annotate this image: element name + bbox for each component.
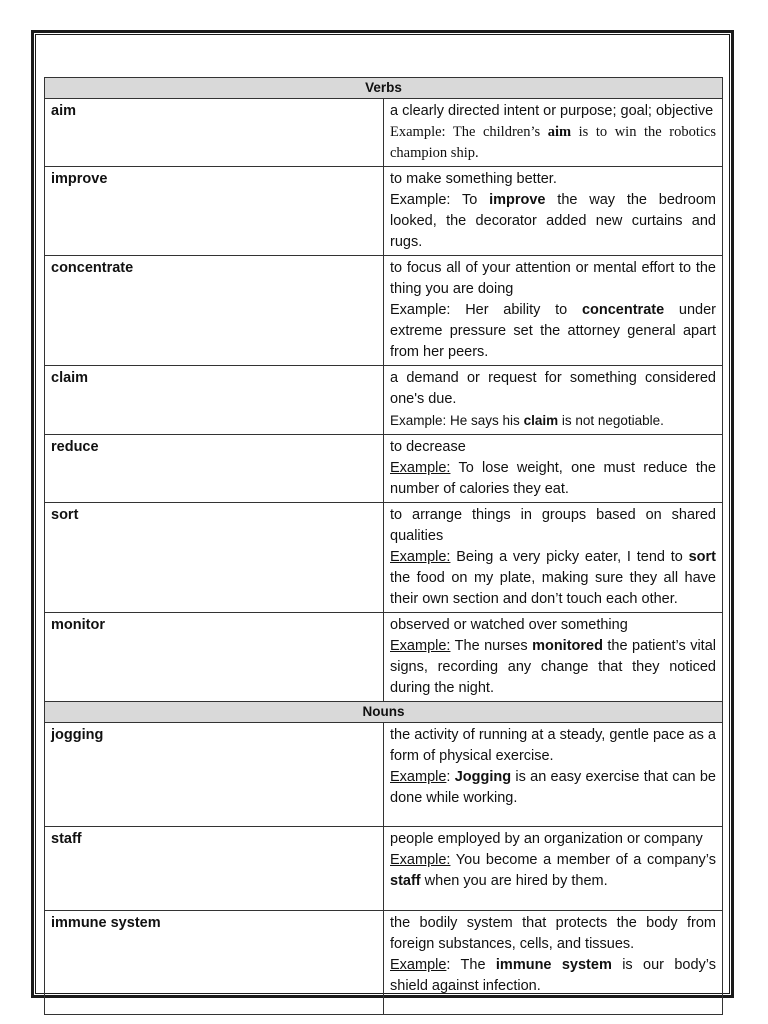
example-label: Example:: [390, 192, 451, 208]
example-label: Example: [390, 769, 447, 785]
example-keyword: immune system: [495, 957, 612, 973]
example-keyword: monitored: [532, 638, 603, 654]
definition-cell: [384, 366, 723, 435]
table-row: [45, 435, 723, 503]
term-cell: sort: [45, 503, 384, 613]
example-text: is our body’s shield against infection.: [390, 957, 717, 994]
example-text: is not negotiable.: [558, 413, 664, 428]
definition-text: to make something better.: [390, 171, 557, 187]
definition-text: the activity of running at a steady, gentle pace as a form of physical exercise.: [390, 727, 716, 764]
vocabulary-table: [44, 77, 723, 1015]
example-text: The children’s: [445, 124, 548, 140]
definition-cell: [384, 613, 723, 702]
definition-cell: [384, 827, 723, 911]
definition-cell: [384, 99, 723, 167]
section-title: Nouns: [45, 702, 723, 723]
table-row: [45, 256, 723, 366]
example-text: the patient’s vital signs, recording any change that they noticed during the night.: [390, 638, 716, 696]
term-cell: immune system: [45, 911, 384, 1015]
table-row: [45, 827, 723, 911]
definition-text: a demand or request for something considered one's due.: [390, 370, 716, 407]
example-keyword: staff: [390, 873, 421, 889]
example-keyword: improve: [489, 192, 546, 208]
term-cell: aim: [45, 99, 384, 167]
table-row: [45, 366, 723, 435]
term-cell: improve: [45, 167, 384, 256]
table-row: [45, 911, 723, 1015]
section-header-verbs: [45, 78, 723, 99]
term-cell: monitor: [45, 613, 384, 702]
term-cell: concentrate: [45, 256, 384, 366]
definition-text: to focus all of your attention or mental effort to the thing you are doing: [390, 260, 716, 297]
example-text: Her ability to: [450, 302, 582, 318]
example-text: is an easy exercise that can be done while working.: [390, 769, 716, 806]
example-label: Example: [390, 957, 447, 973]
definition-text: a clearly directed intent or purpose; goal; objective: [390, 103, 714, 119]
example-keyword: Jogging: [454, 769, 512, 785]
definition-text: to decrease: [390, 439, 466, 455]
definition-cell: [384, 435, 723, 503]
table-row: [45, 613, 723, 702]
section-header-nouns: [45, 702, 723, 723]
example-keyword: claim: [523, 413, 559, 428]
term-cell: jogging: [45, 723, 384, 827]
example-label: Example:: [390, 413, 447, 428]
example-keyword: sort: [688, 549, 716, 565]
example-text: the food on my plate, making sure they all have their own section and don’t touch each other.: [390, 570, 716, 607]
definition-text: to arrange things in groups based on shared qualities: [390, 507, 716, 544]
example-text: is to win the robotics champion ship.: [390, 124, 716, 161]
term-cell: claim: [45, 366, 384, 435]
example-keyword: concentrate: [581, 302, 665, 318]
definition-cell: [384, 723, 723, 827]
example-text: the way the bedroom looked, the decorator added new curtains and rugs.: [390, 192, 716, 250]
definition-cell: [384, 256, 723, 366]
definition-text: people employed by an organization or company: [390, 831, 703, 847]
example-label: Example:: [390, 302, 451, 318]
example-label: Example:: [390, 638, 451, 654]
table-row: [45, 723, 723, 827]
example-label: Example:: [390, 124, 446, 140]
term-cell: reduce: [45, 435, 384, 503]
table-row: [45, 167, 723, 256]
example-label: Example:: [390, 460, 451, 476]
table-row: [45, 503, 723, 613]
example-text: : The: [446, 957, 496, 973]
example-text: The nurses: [450, 638, 533, 654]
definition-text: the bodily system that protects the body from foreign substances, cells, and tissues.: [390, 915, 716, 952]
example-keyword: aim: [547, 124, 572, 140]
table-row: [45, 99, 723, 167]
section-title: Verbs: [45, 78, 723, 99]
definition-text: observed or watched over something: [390, 617, 628, 633]
example-text: Being a very picky eater, I tend to: [450, 549, 689, 565]
example-text: :: [446, 769, 455, 785]
example-text: To: [450, 192, 490, 208]
example-text: when you are hired by them.: [420, 873, 608, 889]
example-text: To lose weight, one must reduce the number of calories they eat.: [390, 460, 716, 497]
example-label: Example:: [390, 549, 451, 565]
definition-cell: [384, 503, 723, 613]
definition-cell: [384, 911, 723, 1015]
term-cell: staff: [45, 827, 384, 911]
example-label: Example:: [390, 852, 451, 868]
example-text: He says his: [446, 413, 524, 428]
definition-cell: [384, 167, 723, 256]
example-text: under extreme pressure set the attorney general apart from her peers.: [390, 302, 716, 360]
example-text: You become a member of a company’s: [450, 852, 716, 868]
